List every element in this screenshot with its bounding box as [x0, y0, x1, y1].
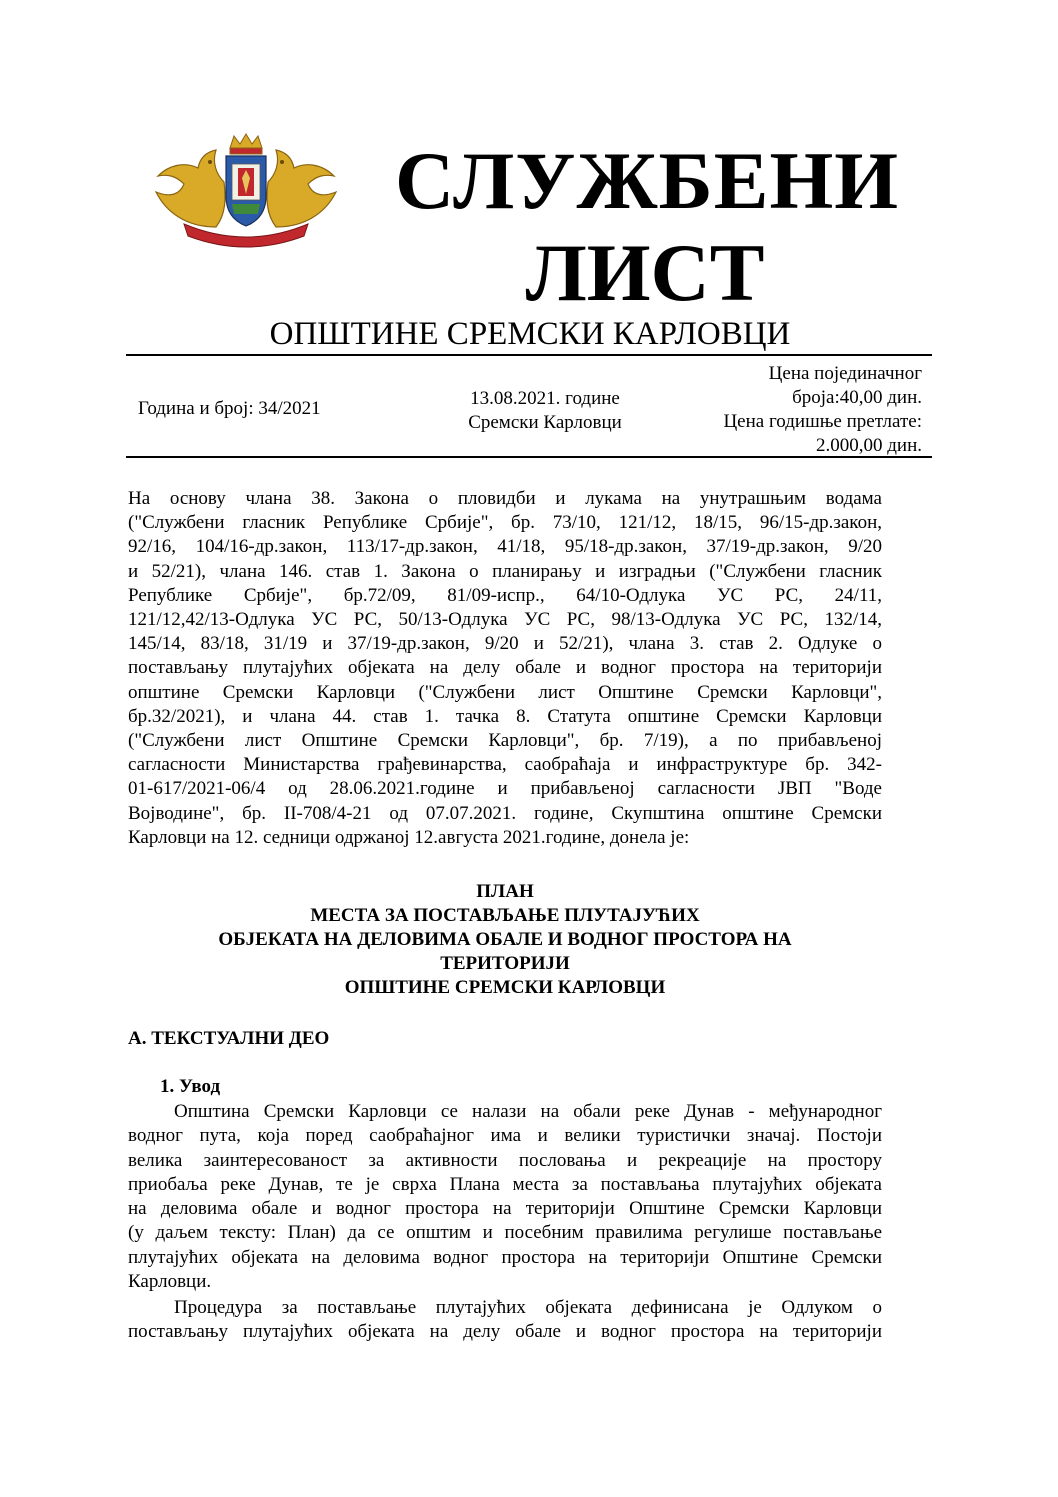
- plan-title-line: ОПШТИНЕ СРЕМСКИ КАРЛОВЦИ: [344, 977, 666, 998]
- plan-title-line: ТЕРИТОРИЈИ: [440, 953, 570, 974]
- price-annual-line2: 2.000,00 дин.: [815, 435, 922, 456]
- preamble-line: и 52/21), члана 146. став 1. Закона о планирању и изградњи ("Службени гласник: [128, 560, 882, 582]
- preamble-line: постављању плутајућих објеката на делу обале и водног простора на територији: [128, 657, 882, 679]
- issue-date: 13.08.2021. године: [470, 388, 620, 409]
- paragraph-line: Процедура за постављање плутајућих објеката дефинисана је Одлуком о: [174, 1297, 882, 1318]
- preamble-line: 145/14, 83/18, 31/19 и 37/19-др.закон, 9/20 и 52/21), члана 3. став 2. Одлуке о: [128, 633, 882, 655]
- paragraph-line: Карловци.: [128, 1271, 212, 1293]
- price-annual-line1: Цена годишње претлате:: [723, 411, 922, 432]
- paragraph-line: постављању плутајућих објеката на делу обале и водног простора на територији: [128, 1321, 882, 1343]
- preamble-line: 121/12,42/13-Одлука УС РС, 50/13-Одлука УС РС, 98/13-Одлука УС РС, 132/14,: [128, 609, 882, 631]
- preamble-line: општине Сремски Карловци ("Службени лист Општине Сремски Карловци",: [128, 681, 882, 703]
- preamble-line: бр.32/2021), и члана 44. став 1. тачка 8. Статута општине Сремски Карловци: [128, 705, 882, 727]
- paragraph-line: на деловима обале и водног простора на територији Општине Сремски Карловци: [128, 1198, 882, 1220]
- issue-date-place: [440, 387, 650, 435]
- coat-of-arms-logo: [146, 132, 346, 252]
- paragraph-line: плутајућих објеката на деловима водног простора на територији Општине Сремски: [128, 1246, 882, 1268]
- plan-title-line: МЕСТА ЗА ПОСТАВЉАЊЕ ПЛУТАЈУЋИХ: [310, 905, 700, 926]
- paragraph-line: приобаља реке Дунав, те је сврха Плана места за постављања плутајућих објеката: [128, 1173, 882, 1195]
- masthead-subtitle: ОПШТИНЕ СРЕМСКИ КАРЛОВЦИ: [269, 316, 791, 352]
- preamble-line: ("Службени гласник Републике Србије", бр. 73/10, 121/12, 18/15, 96/15-др.закон,: [128, 512, 882, 534]
- masthead-title-line2: ЛИСТ: [525, 227, 765, 318]
- price-single-line2: броја:40,00 дин.: [792, 387, 922, 408]
- preamble-line: На основу члана 38. Закона о пловидби и лукама на унутрашњим водама: [128, 488, 882, 509]
- plan-title-line: ОБЈЕКАТА НА ДЕЛОВИМА ОБАЛЕ И ВОДНОГ ПРОСТОРА НА: [218, 929, 792, 950]
- intro-paragraph-1: [128, 1100, 882, 1294]
- preamble-paragraph: [128, 487, 882, 850]
- masthead-title-line1: СЛУЖБЕНИ: [395, 135, 900, 226]
- plan-title: [128, 880, 882, 1000]
- price-single-line1: Цена појединачног: [768, 363, 922, 384]
- preamble-line: Карловци на 12. седници одржаној 12.августа 2021.године, донела је:: [128, 826, 690, 848]
- plan-title-line: ПЛАН: [476, 881, 534, 902]
- preamble-line: ("Службени лист Општине Сремски Карловци", бр. 7/19), а по прибављеној: [128, 730, 882, 752]
- paragraph-line: Општина Сремски Карловци се налази на обали реке Дунав - међународног: [174, 1101, 882, 1122]
- intro-paragraph-2: [128, 1296, 882, 1345]
- section-heading: А. ТЕКСТУАЛНИ ДЕО: [128, 1028, 330, 1049]
- masthead-top-rule: [126, 354, 932, 356]
- issue-place: Сремски Карловци: [468, 412, 622, 433]
- preamble-line: Републике Србије", бр.72/09, 81/09-испр., 64/10-Одлука УС РС, 24/11,: [128, 584, 882, 606]
- subsection-heading: 1. Увод: [160, 1076, 221, 1097]
- preamble-line: 92/16, 104/16-др.закон, 113/17-др.закон, 41/18, 95/18-др.закон, 37/19-др.закон, 9/20: [128, 536, 882, 558]
- masthead-bottom-rule: [126, 456, 932, 458]
- issue-year-number: Година и број: 34/2021: [138, 398, 321, 419]
- issue-prices: [640, 362, 922, 458]
- preamble-line: 01-617/2021-06/4 од 28.06.2021.године и прибављеној сагласности ЈВП "Воде: [128, 778, 882, 800]
- paragraph-line: (у даљем тексту: План) да се општим и посебним правилима регулише постављање: [128, 1222, 882, 1244]
- preamble-line: сагласности Министарства грађевинарства, саобраћаја и инфраструктуре бр. 342-: [128, 754, 882, 776]
- preamble-line: Војводине", бр. II-708/4-21 од 07.07.2021. године, Скупштина општине Сремски: [128, 802, 882, 824]
- paragraph-line: водног пута, која поред саобраћајног има и велики туристички значај. Постоји: [128, 1125, 882, 1147]
- paragraph-line: велика заинтересованост за активности пословања и рекреације на простору: [128, 1149, 882, 1171]
